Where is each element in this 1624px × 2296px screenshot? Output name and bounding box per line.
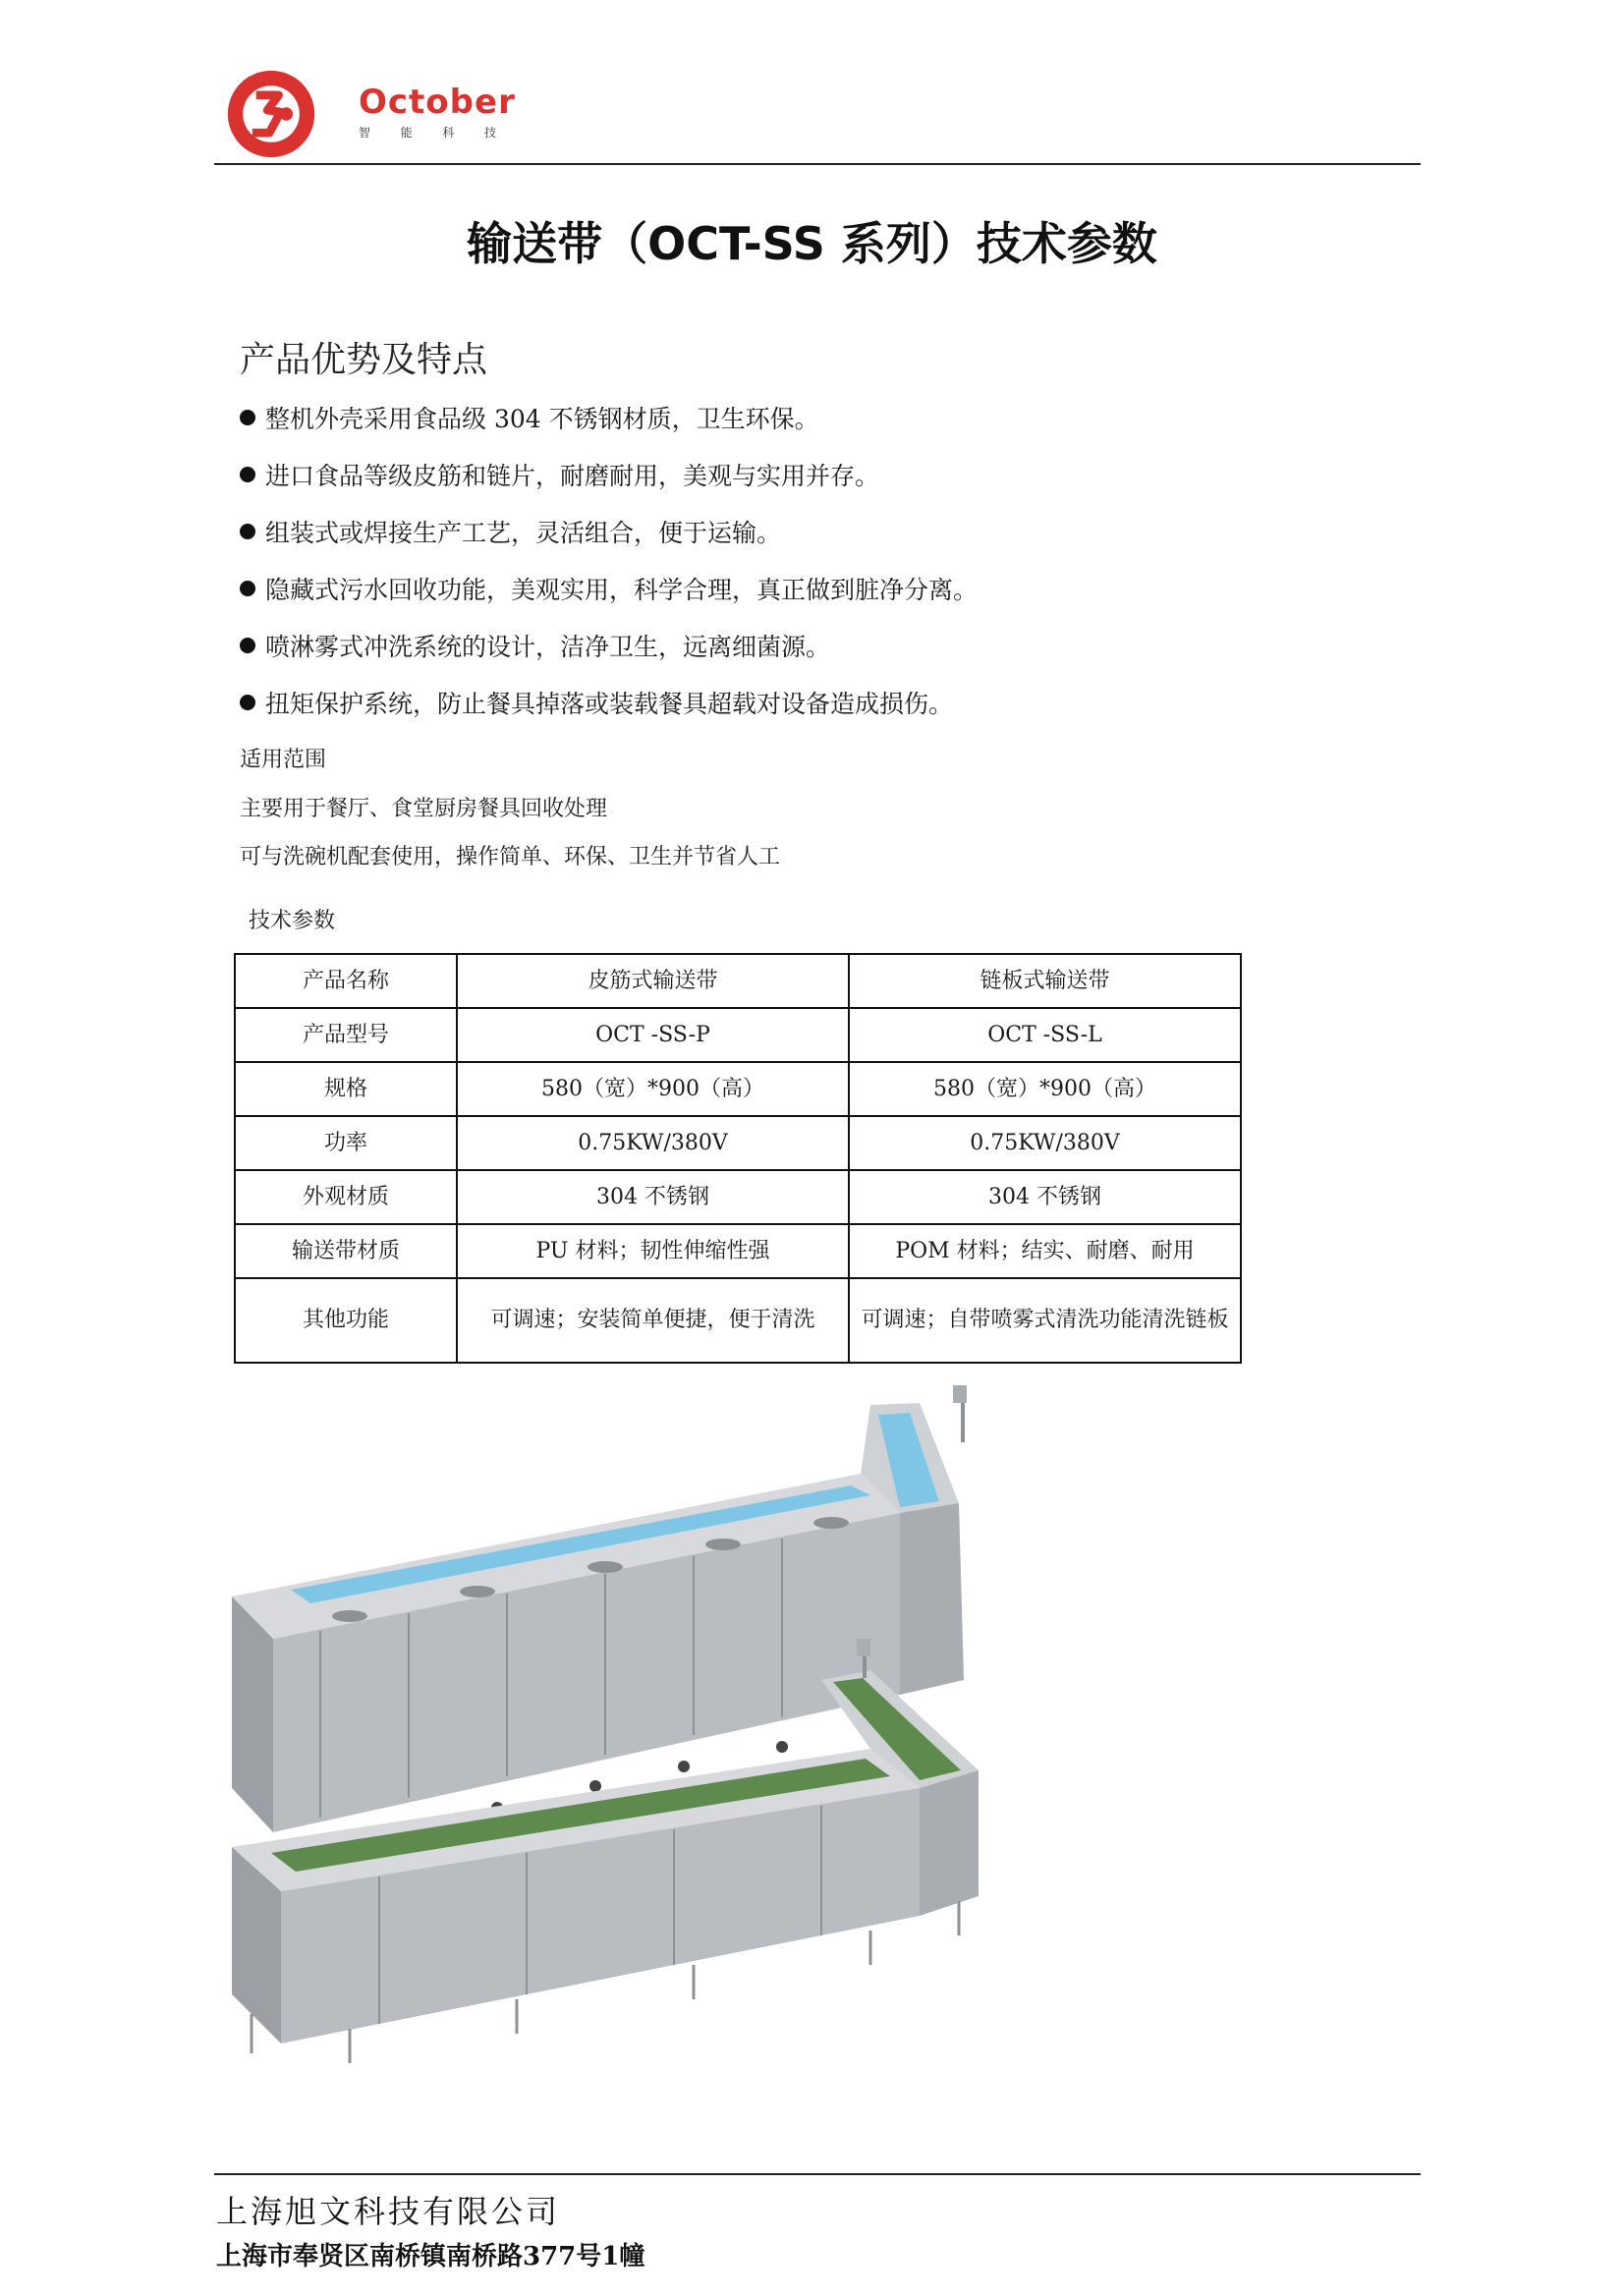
table-cell: OCT -SS-L — [849, 1008, 1241, 1062]
table-cell: 其他功能 — [235, 1278, 457, 1363]
table-cell: 304 不锈钢 — [457, 1170, 849, 1224]
table-cell: 皮筋式输送带 — [457, 954, 849, 1008]
footer-divider — [214, 2173, 1421, 2175]
feature-list — [240, 395, 978, 737]
scope-line: 可与洗碗机配套使用，操作简单、环保、卫生并节省人工 — [240, 845, 781, 869]
header-divider — [214, 163, 1421, 165]
table-cell: 规格 — [235, 1062, 457, 1116]
footer-address: 上海市奉贤区南桥镇南桥路377号1幢 — [216, 2242, 645, 2271]
bullet-icon — [240, 467, 255, 482]
table-cell: OCT -SS-P — [457, 1008, 849, 1062]
bullet-icon — [240, 581, 255, 596]
table-row — [235, 1008, 1241, 1062]
table-cell: 产品型号 — [235, 1008, 457, 1062]
bullet-icon — [240, 524, 255, 539]
feature-item — [240, 566, 978, 623]
table-cell: 580（宽）*900（高） — [849, 1062, 1241, 1116]
conveyor-illustration — [232, 1385, 1411, 2102]
feature-text: 整机外壳采用食品级 304 不锈钢材质，卫生环保。 — [265, 405, 819, 433]
section-heading: 产品优势及特点 — [240, 340, 488, 380]
brand-sub-char: 科 — [442, 126, 455, 140]
table-cell: 功率 — [235, 1116, 457, 1170]
table-row — [235, 954, 1241, 1008]
table-cell: 580（宽）*900（高） — [457, 1062, 849, 1116]
table-cell: 外观材质 — [235, 1170, 457, 1224]
scope-heading: 适用范围 — [240, 748, 327, 772]
brand-subtitle — [359, 124, 496, 140]
brand-sub-char: 智 — [359, 126, 371, 140]
bullet-icon — [240, 695, 255, 710]
table-cell: PU 材料；韧性伸缩性强 — [457, 1224, 849, 1278]
table-row — [235, 1116, 1241, 1170]
scope-line: 主要用于餐厅、食堂厨房餐具回收处理 — [240, 797, 608, 821]
table-row — [235, 1170, 1241, 1224]
spec-table — [234, 953, 1242, 1364]
table-cell: 0.75KW/380V — [849, 1116, 1241, 1170]
table-cell: 链板式输送带 — [849, 954, 1241, 1008]
feature-item — [240, 395, 978, 452]
table-row — [235, 1224, 1241, 1278]
feature-item — [240, 509, 978, 566]
spec-label: 技术参数 — [249, 909, 336, 933]
feature-text: 扭矩保护系统，防止餐具掉落或装载餐具超载对设备造成损伤。 — [265, 690, 954, 718]
bullet-icon — [240, 410, 255, 425]
table-cell: POM 材料；结实、耐磨、耐用 — [849, 1224, 1241, 1278]
feature-text: 组装式或焊接生产工艺，灵活组合，便于运输。 — [265, 519, 782, 547]
page-title: 输送带（OCT-SS 系列）技术参数 — [467, 217, 1157, 270]
table-cell: 可调速；自带喷雾式清洗功能清洗链板 — [849, 1278, 1241, 1363]
feature-text: 喷淋雾式冲洗系统的设计，洁净卫生，远离细菌源。 — [265, 633, 831, 661]
bullet-icon — [240, 638, 255, 653]
brand-name: October — [359, 83, 516, 122]
feature-text: 进口食品等级皮筋和链片，耐磨耐用，美观与实用并存。 — [265, 462, 880, 490]
table-cell: 304 不锈钢 — [849, 1170, 1241, 1224]
feature-text: 隐藏式污水回收功能，美观实用，科学合理，真正做到脏净分离。 — [265, 576, 979, 604]
feature-item — [240, 623, 978, 680]
table-cell: 产品名称 — [235, 954, 457, 1008]
table-cell: 输送带材质 — [235, 1224, 457, 1278]
footer-company: 上海旭文科技有限公司 — [216, 2193, 561, 2230]
brand-sub-char: 技 — [483, 126, 496, 140]
feature-item — [240, 452, 978, 509]
table-cell: 可调速；安装简单便捷，便于清洗 — [457, 1278, 849, 1363]
feature-item — [240, 680, 978, 737]
company-logo-icon — [224, 67, 318, 161]
table-cell: 0.75KW/380V — [457, 1116, 849, 1170]
table-row — [235, 1062, 1241, 1116]
brand-sub-char: 能 — [400, 126, 413, 140]
table-row — [235, 1278, 1241, 1363]
